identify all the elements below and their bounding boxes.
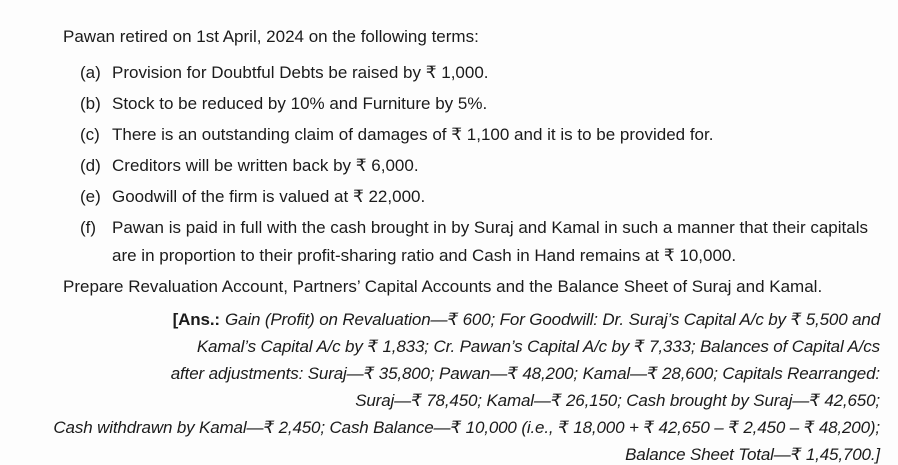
term-text: Stock to be reduced by 10% and Furniture by 5%. (112, 94, 488, 113)
term-label: (d) (80, 156, 101, 175)
answer-line-1 (173, 306, 880, 333)
term-text: There is an outstanding claim of damages of ₹ 1,100 and it is to be provided for. (112, 125, 714, 144)
answer-line-6: Balance Sheet Total—₹ 1,45,700.] (625, 445, 880, 464)
term-label: (b) (80, 94, 101, 113)
term-item-b (63, 90, 880, 118)
term-label: (c) (80, 125, 100, 144)
term-item-e (63, 183, 880, 211)
answer-line-3: after adjustments: Suraj—₹ 35,800; Pawan—₹ 48,200; Kamal—₹ 28,600; Capitals Rearranged: (170, 364, 880, 383)
term-item-c (63, 121, 880, 149)
answer-line-5: Cash withdrawn by Kamal—₹ 2,450; Cash Balance—₹ 10,000 (i.e., ₹ 18,000 + ₹ 42,650 – ₹ 2,450 – ₹ 48,200); (53, 418, 880, 437)
term-text: Provision for Doubtful Debts be raised by ₹ 1,000. (112, 63, 489, 82)
term-item-f (63, 214, 880, 270)
problem-intro: Pawan retired on 1st April, 2024 on the following terms: (63, 27, 479, 46)
answer-line-text: Gain (Profit) on Revaluation—₹ 600; For Goodwill: Dr. Suraj’s Capital A/c by ₹ 5,500 and (224, 310, 880, 329)
terms-list (63, 59, 880, 270)
answer-prefix: [Ans.: (172, 310, 220, 329)
term-label: (a) (80, 63, 101, 82)
term-item-d (63, 152, 880, 180)
term-text: Creditors will be written back by ₹ 6,000. (112, 156, 419, 175)
answer-line-2: Kamal’s Capital A/c by ₹ 1,833; Cr. Pawan’s Capital A/c by ₹ 7,333; Balances of Capital A/cs (196, 337, 880, 356)
term-item-a (63, 59, 880, 87)
problem-block (53, 26, 880, 465)
answer-line-4: Suraj—₹ 78,450; Kamal—₹ 26,150; Cash brought by Suraj—₹ 42,650; (355, 391, 880, 410)
term-text: Pawan is paid in full with the cash brought in by Suraj and Kamal in such a manner that their capitals are in proportion to their profit-sharing ratio and Cash in Hand remains at ₹ 10,000. (112, 218, 868, 265)
term-label: (f) (80, 218, 97, 237)
term-label: (e) (80, 187, 101, 206)
term-text: Goodwill of the firm is valued at ₹ 22,000. (112, 187, 426, 206)
problem-instruction: Prepare Revaluation Account, Partners’ Capital Accounts and the Balance Sheet of Suraj and Kamal. (63, 277, 823, 296)
answer-block (53, 306, 880, 465)
